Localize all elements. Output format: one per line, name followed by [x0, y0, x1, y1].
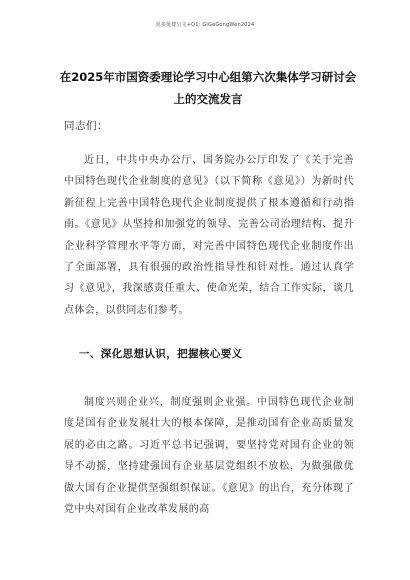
- intro-paragraph: 近日，中共中央办公厅、国务院办公厅印发了《关于完善中国特色现代企业制度的意见》（以下简称《意见》）为新时代新征程上完善中国特色现代企业制度提供了根本遵循和行动指南。《意见》从坚持和加强党的领导、完善公司治理结构、提升企业科学管理水平等方面，对完善中国特色现代企业制度作出了全面部署，具有很强的政治性指导性和针对性。通过认真学习《意见》，我深感责任重大、使命光荣，结合工作实际，谈几点体会，以供同志们参考。: [64, 155, 354, 316]
- header-note: 更多免费公文+Q1: GiGeGongWen2024: [155, 22, 255, 28]
- section-heading-1: 一、深化思想认识，把握核心要义: [79, 348, 243, 360]
- intro-paragraph-block: [64, 150, 354, 321]
- section1-paragraph-block: [64, 392, 354, 520]
- greeting: 同志们：: [64, 120, 108, 132]
- section1-paragraph: 制度兴则企业兴，制度强则企业强。中国特色现代企业制度是国有企业发展壮大的根本保障，是推动国有企业高质量发展的必由之路。习近平总书记强调，要坚持党对国有企业的领导不动摇，坚持建强国有企业基层党组织不放松，为做强做优做大国有企业提供坚强组织保证。《意见》的出台，充分体现了党中央对国有企业改革发展的高: [64, 397, 354, 516]
- document-title-line-1: 在2025年市国资委理论学习中心组第六次集体学习研讨会: [59, 70, 357, 84]
- document-title-line-2: 上的交流发言: [173, 92, 243, 106]
